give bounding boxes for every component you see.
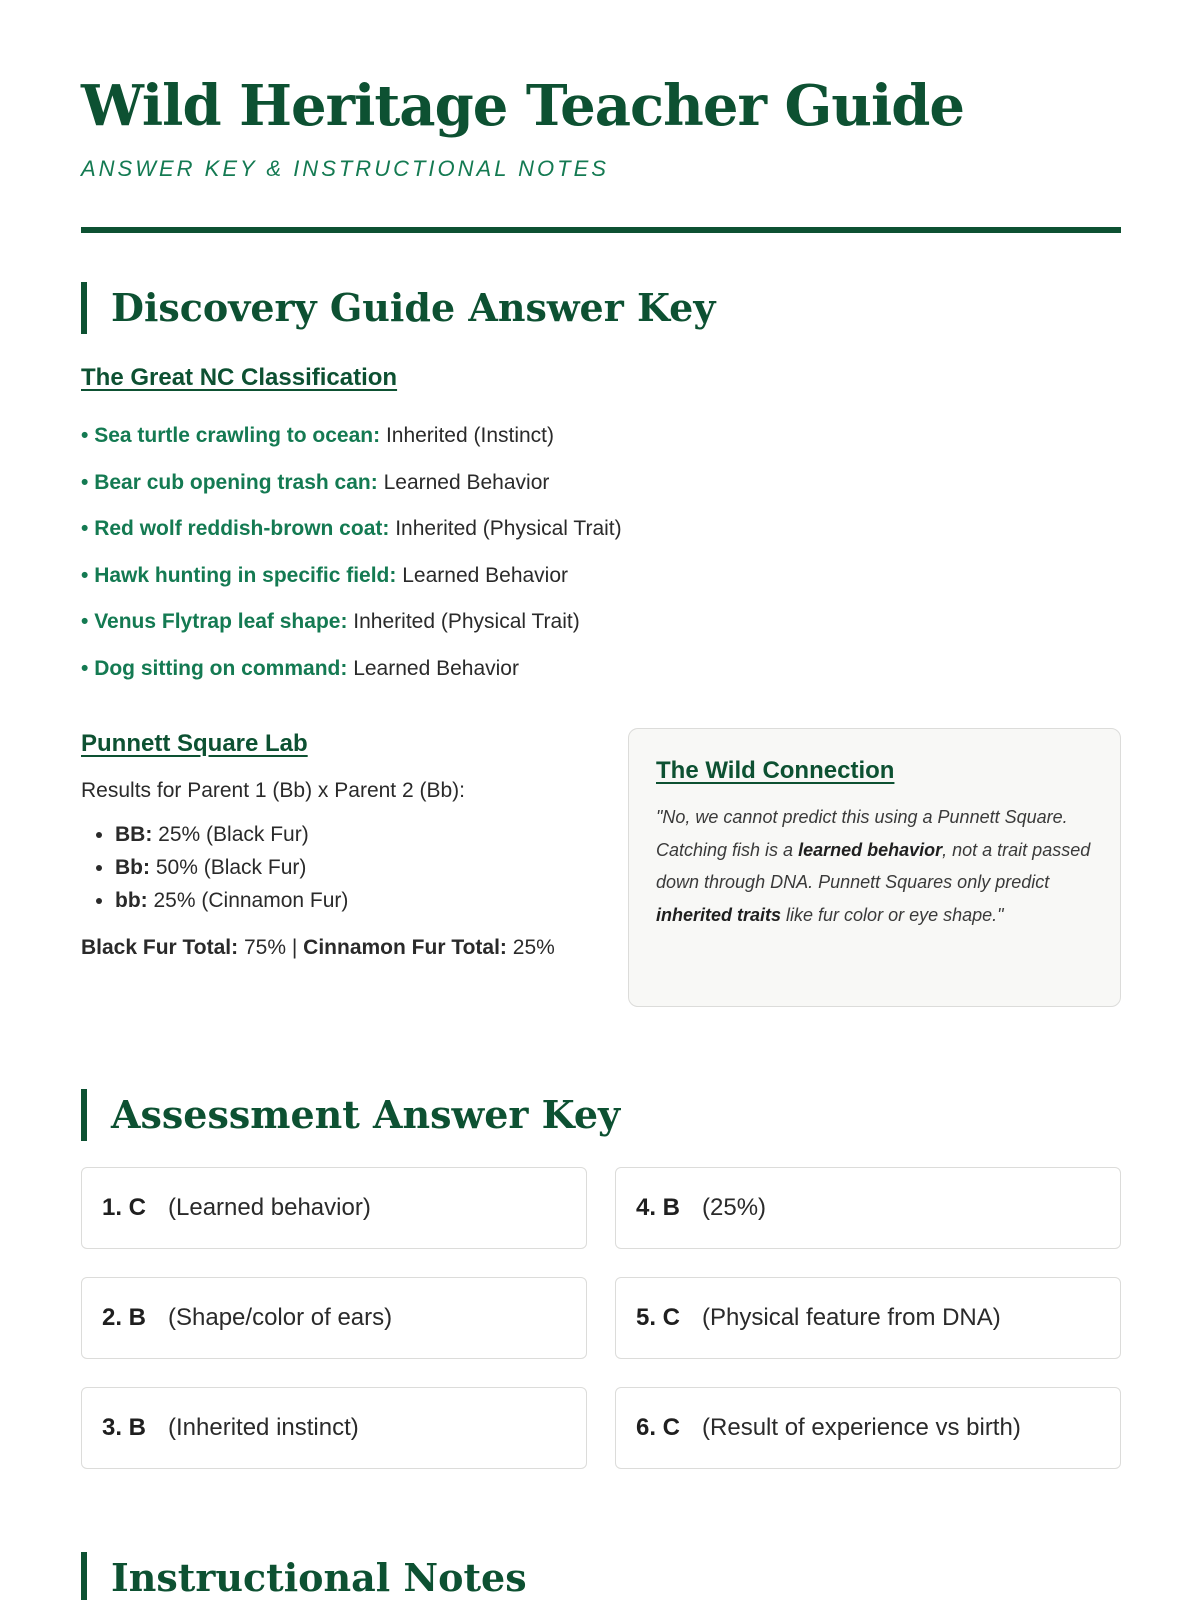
classification-answer: Inherited (Instinct) bbox=[385, 424, 555, 447]
answer-description: (Result of experience vs birth) bbox=[702, 1414, 1021, 1441]
punnett-results-list bbox=[81, 818, 571, 917]
punnett-square-lab bbox=[81, 730, 571, 964]
punnett-result bbox=[115, 851, 571, 884]
quote-text: like fur color or eye shape." bbox=[781, 904, 1004, 925]
classification-term: Bear cub opening trash can: bbox=[94, 470, 378, 494]
title-divider bbox=[81, 227, 1121, 233]
classification-list bbox=[81, 418, 1121, 698]
answer-number: 3. B bbox=[102, 1414, 147, 1441]
classification-item bbox=[81, 465, 1121, 512]
classification-term: Hawk hunting in specific field: bbox=[94, 563, 397, 587]
punnett-heading: Punnett Square Lab bbox=[81, 730, 308, 757]
answer-number: 2. B bbox=[102, 1304, 147, 1331]
answer-number: 5. C bbox=[636, 1304, 681, 1331]
discovery-section-heading: Discovery Guide Answer Key bbox=[81, 282, 715, 334]
answer-number: 6. C bbox=[636, 1414, 681, 1441]
classification-term: Dog sitting on command: bbox=[94, 656, 348, 680]
page-subtitle: ANSWER KEY & INSTRUCTIONAL NOTES bbox=[81, 156, 609, 181]
instructional-notes-heading: Instructional Notes bbox=[81, 1552, 527, 1600]
answer-card bbox=[615, 1277, 1121, 1359]
quote-text: "No, we cannot predict this using a Punnett Square. Catching fish is a bbox=[656, 807, 1068, 860]
quote-emphasis: inherited traits bbox=[656, 904, 782, 925]
page-title: Wild Heritage Teacher Guide bbox=[81, 73, 965, 139]
answer-number: 1. C bbox=[102, 1194, 147, 1221]
classification-answer: Learned Behavior bbox=[402, 563, 569, 587]
answer-card bbox=[81, 1277, 587, 1359]
genotype-label: bb: bbox=[115, 889, 148, 912]
bullet-icon: • bbox=[81, 424, 95, 447]
genotype-value: 50% (Black Fur) bbox=[155, 856, 307, 879]
wild-connection-box bbox=[628, 728, 1121, 1007]
bullet-icon: • bbox=[81, 656, 95, 680]
bullet-icon: • bbox=[81, 517, 95, 541]
answer-description: (Learned behavior) bbox=[168, 1194, 371, 1221]
classification-item bbox=[81, 511, 1121, 558]
classification-item bbox=[81, 604, 1121, 651]
classification-answer: Learned Behavior bbox=[383, 470, 550, 494]
answer-description: (Physical feature from DNA) bbox=[702, 1304, 1001, 1331]
wild-connection-heading: The Wild Connection bbox=[656, 757, 895, 784]
classification-answer: Inherited (Physical Trait) bbox=[395, 517, 622, 541]
answer-card bbox=[615, 1167, 1121, 1249]
black-fur-value: 75% bbox=[243, 936, 287, 959]
punnett-result bbox=[115, 818, 571, 851]
genotype-label: Bb: bbox=[115, 856, 150, 879]
bullet-icon: • bbox=[81, 610, 95, 634]
answer-card bbox=[615, 1387, 1121, 1469]
classification-term: Venus Flytrap leaf shape: bbox=[94, 610, 348, 634]
classification-answer: Inherited (Physical Trait) bbox=[353, 610, 580, 634]
totals-separator: | bbox=[291, 936, 298, 959]
assessment-section-heading: Assessment Answer Key bbox=[81, 1089, 620, 1141]
answer-card bbox=[81, 1387, 587, 1469]
answer-description: (Shape/color of ears) bbox=[168, 1304, 393, 1331]
genotype-label: BB: bbox=[115, 823, 153, 846]
wild-connection-quote bbox=[656, 801, 1094, 931]
punnett-result bbox=[115, 884, 571, 917]
fur-totals bbox=[81, 931, 571, 964]
answer-number: 4. B bbox=[636, 1194, 681, 1221]
classification-term: Red wolf reddish-brown coat: bbox=[94, 517, 390, 541]
punnett-intro: Results for Parent 1 (Bb) x Parent 2 (Bb): bbox=[81, 779, 465, 802]
genotype-value: 25% (Cinnamon Fur) bbox=[153, 889, 349, 912]
classification-heading: The Great NC Classification bbox=[81, 364, 398, 391]
classification-item bbox=[81, 418, 1121, 465]
answer-description: (25%) bbox=[702, 1194, 767, 1221]
cinnamon-fur-value: 25% bbox=[512, 936, 555, 959]
bullet-icon: • bbox=[81, 470, 95, 494]
answer-description: (Inherited instinct) bbox=[168, 1414, 359, 1441]
black-fur-label: Black Fur Total: bbox=[81, 936, 239, 959]
cinnamon-fur-label: Cinnamon Fur Total: bbox=[303, 936, 507, 959]
genotype-value: 25% (Black Fur) bbox=[158, 823, 309, 846]
quote-emphasis: learned behavior bbox=[798, 839, 943, 860]
classification-item bbox=[81, 651, 1121, 698]
classification-item bbox=[81, 558, 1121, 605]
answer-card bbox=[81, 1167, 587, 1249]
classification-term: Sea turtle crawling to ocean: bbox=[94, 424, 381, 447]
classification-answer: Learned Behavior bbox=[353, 656, 519, 680]
quote-text: , not a trait passed down through DNA. Punnett Squares only predict bbox=[656, 839, 1091, 892]
bullet-icon: • bbox=[81, 563, 95, 587]
